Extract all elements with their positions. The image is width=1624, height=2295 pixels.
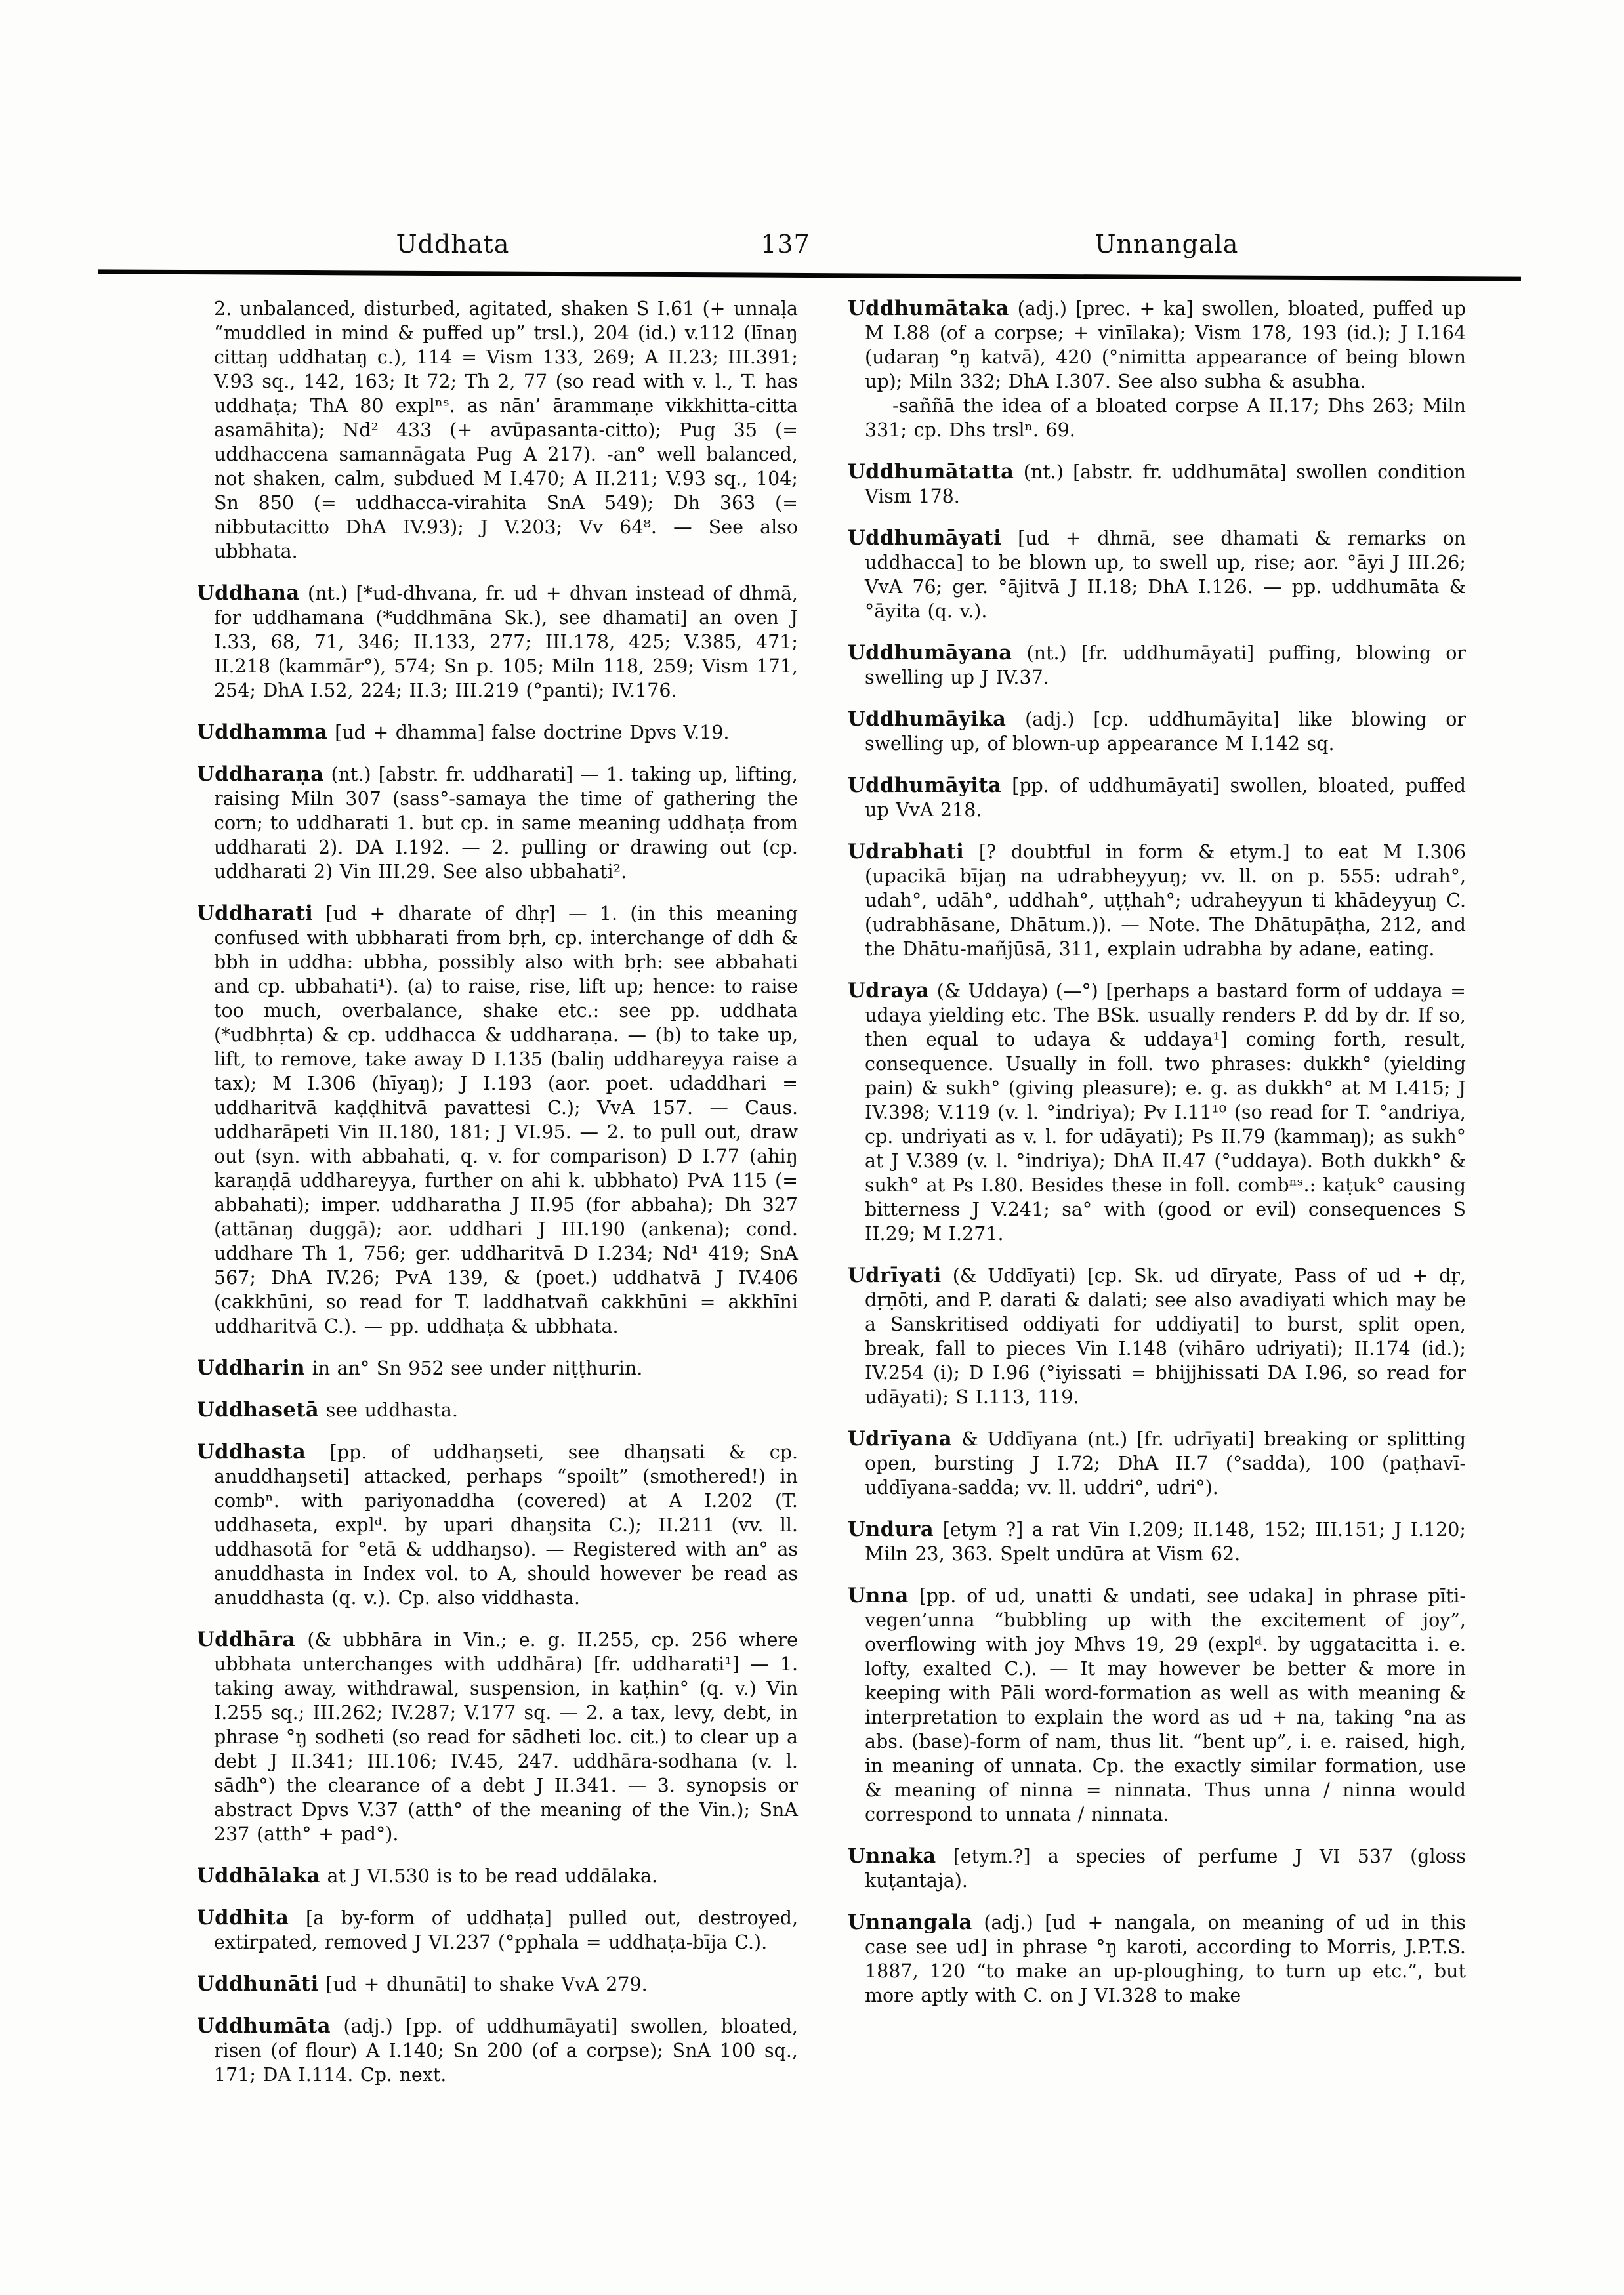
dictionary-entry <box>197 1906 798 1954</box>
dictionary-entry <box>848 840 1466 961</box>
entry-body: Uddhita [a by-form of uddhaṭa] pulled out, destroyed, extirpated, removed J VI.237 (°pphala = uddhaṭa-bīja C.). <box>197 1906 799 1953</box>
dictionary-entry <box>848 707 1466 756</box>
dictionary-entry <box>848 297 1466 442</box>
entry-body: Uddhumāyana (nt.) [fr. uddhumāyati] puffing, blowing or swelling up J IV.37. <box>848 641 1467 688</box>
entry-headword: Uddhumātaka <box>848 297 1009 320</box>
dictionary-entry <box>848 1911 1466 2008</box>
dictionary-entry <box>848 1584 1466 1827</box>
dictionary-entry <box>197 297 798 564</box>
entry-headword: Uddhumāta <box>197 2014 331 2038</box>
entry-body: Unnangala (adj.) [ud + nangala, on meaning of ud in this case see ud] in phrase °ŋ karoti, according to Morris, J.P.T.S. 1887, 120 “to make an up-ploughing, to turn up etc.”, but more aptly with C. on J VI.328 to make <box>848 1911 1466 2006</box>
dictionary-entry <box>197 762 798 884</box>
header-keyword-right: Unnangala <box>1094 230 1239 258</box>
dictionary-entry <box>197 1356 798 1380</box>
entry-body: Uddhumātatta (nt.) [abstr. fr. uddhumāta] swollen condition Vism 178. <box>848 460 1466 507</box>
entry-body: Udrīyana & Uddīyana (nt.) [fr. udrīyati] breaking or splitting open, bursting J I.72; DhA II.7 (°sadda), 100 (paṭhavī-uddīyana-sadda; vv. ll. uddri°, udri°). <box>848 1427 1467 1499</box>
dictionary-entry <box>197 1864 798 1888</box>
entry-body: Uddharati [ud + dharate of dhṛ] — 1. (in this meaning confused with ubbharati from bṛh, cp. interchange of ddh & bbh in uddha: ubbha, possibly also with bṛh: see abbahati and cp. ubbahati¹). (a) to raise, rise, lift up; hence: to raise too much, overbalance, shake etc.: see pp. uddhata (*udbhṛta) & cp. uddhacca & uddharaṇa. — (b) to take up, lift, to remove, take away D I.135 (baliŋ uddhareyya raise a tax); M I.306 (hīyaŋ); J I.193 (aor. poet. udaddhari = uddharitvā kaḍḍhitvā pavattesi C.); VvA 157. — Caus. uddharāpeti Vin II.180, 181; J VI.95. — 2. to pull out, draw out (syn. with abbahati, q. v. for comparison) D I.77 (ahiŋ karaṇḍā uddhareyya, further on ahi k. ubbhato) PvA 115 (= abbahati); imper. uddharatha J II.95 (for abbaha); Dh 327 (attānaŋ duggā); aor. uddhari J III.190 (ankena); cond. uddhare Th 1, 756; ger. uddharitvā D I.234; Nd¹ 419; SnA 567; DhA IV.26; PvA 139, & (poet.) uddhatvā J IV.406 (cakkhūni, so read for T. laddhatvañ cakkhūni = akkhīni uddharitvā C.). — pp. uddhaṭa & ubbhata. <box>197 901 798 1337</box>
entry-body: Uddhālaka at J VI.530 is to be read uddālaka. <box>197 1864 658 1888</box>
entry-headword: Unnaka <box>848 1844 936 1868</box>
entry-headword: Uddharati <box>197 901 314 925</box>
entry-body: Uddhumāyika (adj.) [cp. uddhumāyita] like blowing or swelling up, of blown-up appearance M I.142 sq. <box>848 707 1466 755</box>
entry-body: Unna [pp. of ud, unatti & undati, see udaka] in phrase pīti-vegen’unna “bubbling up with the excitement of joy”, overflowing with joy Mhvs 19, 29 (explᵈ. by uggatacitta i. e. lofty, exalted C.). — It may however be better & more in keeping with Pāli word-formation as well as with meaning & interpretation to explain the word as ud + na, taking °na as abs. (base)-form of nam, thus lit. “bent up”, i. e. raised, high, in meaning of unnata. Cp. the exactly similar formation, use & meaning of ninna = ninnata. Thus unna / ninna would correspond to unnata / ninnata. <box>848 1584 1467 1825</box>
entry-headword: Uddhumāyita <box>848 774 1002 797</box>
entry-headword: Unna <box>848 1584 909 1607</box>
header-page-number: 137 <box>760 230 810 258</box>
dictionary-entry <box>197 2014 798 2087</box>
dictionary-entry <box>197 720 798 745</box>
entry-body: Unnaka [etym.?] a species of perfume J VI 537 (gloss kuṭantaja). <box>848 1844 1467 1892</box>
dictionary-entry <box>197 581 798 703</box>
entry-body: Undura [etym ?] a rat Vin I.209; II.148, 152; III.151; J I.120; Miln 23, 363. Spelt undūra at Vism 62. <box>848 1518 1467 1565</box>
dictionary-entry <box>197 1440 798 1610</box>
entry-headword: Uddhamma <box>197 720 328 744</box>
entry-body: Uddhamma [ud + dhamma] false doctrine Dpvs V.19. <box>197 720 730 744</box>
entry-body: 2. unbalanced, disturbed, agitated, shaken S I.61 (+ unnaḷa “muddled in mind & puffed up” trsl.), 204 (id.) v.112 (līnaŋ cittaŋ uddhataŋ c.), 114 = Vism 133, 269; A II.23; III.391; V.93 sq., 142, 163; It 72; Th 2, 77 (so read with v. l., T. has uddhaṭa; ThA 80 explⁿˢ. as nān’ ārammaṇe vikkhitta-citta asamāhita); Nd² 433 (+ avūpasanta-citto); Pug 35 (= uddhaccena samannāgata Pug A 217). -an° well balanced, not shaken, calm, subdued M I.470; A II.211; V.93 sq., 104; Sn 850 (= uddhacca-virahita SnA 549); Dh 363 (= nibbutacitto DhA IV.93); J V.203; Vv 64⁸. — See also ubbhata. <box>214 298 798 562</box>
entry-body: Uddhasetā see uddhasta. <box>197 1398 458 1422</box>
dictionary-entry <box>197 1628 798 1846</box>
entry-headword: Uddhumāyika <box>848 707 1007 731</box>
entry-headword: Uddhumāyana <box>848 641 1012 665</box>
entry-body: Uddharin in an° Sn 952 see under niṭṭhurin. <box>197 1356 643 1380</box>
entry-body: Uddhana (nt.) [*ud-dhvana, fr. ud + dhvan instead of dhmā, for uddhamana (*uddhmāna Sk.), see dhamati] an oven J I.33, 68, 71, 346; II.133, 277; III.178, 425; V.385, 471; II.218 (kammār°), 574; Sn p. 105; Miln 118, 259; Vism 171, 254; DhA I.52, 224; II.3; III.219 (°panti); IV.176. <box>197 581 798 701</box>
entry-headword: Uddhāra <box>197 1628 296 1651</box>
entry-headword: Uddhana <box>197 581 300 605</box>
entry-headword: Uddhālaka <box>197 1864 320 1888</box>
entry-headword: Uddharaṇa <box>197 762 324 786</box>
entry-headword: Undura <box>848 1518 934 1541</box>
entry-body: Udraya (& Uddaya) (—°) [perhaps a bastard form of uddaya = udaya yielding etc. The BSk. usually renders P. dd by dr. If so, then equal to udaya & uddaya¹] coming forth, result, consequence. Usually in foll. two phrases: dukkh° (yielding pain) & sukh° (giving pleasure); e. g. as dukkh° at M I.415; J IV.398; V.119 (v. l. °indriya); Pv I.11¹⁰ (so read for T. °andriya, cp. undriyati as v. l. for udāyati); Ps II.79 (kammaŋ); as sukh° at J V.389 (v. l. °indriya); DhA II.47 (°uddaya). Both dukkh° & sukh° at Ps I.80. Besides these in foll. combⁿˢ.: kaṭuk° causing bitterness J V.241; sa° with (good or evil) consequences S II.29; M I.271. <box>848 979 1466 1245</box>
entry-headword: Uddhasetā <box>197 1398 320 1422</box>
dictionary-entry <box>848 526 1466 623</box>
dictionary-entry <box>197 1398 798 1422</box>
entry-headword: Uddhumātatta <box>848 460 1014 484</box>
entry-body: Uddhāra (& ubbhāra in Vin.; e. g. II.255, cp. 256 where ubbhata unterchanges with uddhāra) [fr. uddharati¹] — 1. taking away, withdrawal, suspension, in kaṭhin° (q. v.) Vin I.255 sq.; III.262; IV.287; V.177 sq. — 2. a tax, levy, debt, in phrase °ŋ sodheti (so read for sādheti loc. cit.) to clear up a debt J II.341; III.106; IV.45, 247. uddhāra-sodhana (v. l. sādh°) the clearance of a debt J II.341. — 3. synopsis or abstract Dpvs V.37 (atth° of the meaning of the Vin.); SnA 237 (atth° + pad°). <box>197 1628 799 1845</box>
entry-body: Uddhasta [pp. of uddhaŋseti, see dhaŋsati & cp. anuddhaŋseti] attacked, perhaps “spoilt” (smothered!) in combⁿ. with pariyonaddha (covered) at A I.202 (T. uddhaseta, explᵈ. by upari dhaŋsita C.); II.211 (vv. ll. uddhasotā for °etā & uddhaŋso). — Registered with an° as anuddhasta in Index vol. to A, should however be read as anuddhasta (q. v.). Cp. also viddhasta. <box>197 1440 798 1609</box>
entry-body: Uddhumāta (adj.) [pp. of uddhumāyati] swollen, bloated, risen (of flour) A I.140; Sn 200 (of a corpse); SnA 100 sq., 171; DA I.114. Cp. next. <box>197 2014 798 2086</box>
entry-headword: Uddhita <box>197 1906 289 1930</box>
dictionary-entry <box>848 460 1466 508</box>
entry-headword: Unnangala <box>848 1911 972 1934</box>
entry-body: Udrīyati (& Uddīyati) [cp. Sk. ud dīryate, Pass of ud + dṛ, dṛṇōti, and P. darati & dalati; see also avadiyati which may be a Sanskritised oddiyati for uddiyati] to burst, split open, break, fall to pieces Vin I.148 (vihāro udriyati); II.174 (id.); IV.254 (i); D I.96 (°iyissati = bhijjhissati DA I.96, so read for udāyati); S I.113, 119. <box>848 1264 1466 1408</box>
entry-body: Uddhumāyati [ud + dhmā, see dhamati & remarks on uddhacca] to be blown up, to swell up, rise; aor. °āyi J III.26; VvA 76; ger. °ājitvā J II.18; DhA I.126. — pp. uddhumāta & °āyita (q. v.). <box>848 526 1466 622</box>
dictionary-entry <box>848 1518 1466 1566</box>
entry-headword: Uddhumāyati <box>848 526 1002 550</box>
dictionary-entry <box>848 1264 1466 1409</box>
dictionary-entry <box>197 901 798 1338</box>
entry-sub-paragraph: -saññā the idea of a bloated corpse A II.17; Dhs 263; Miln 331; cp. Dhs trslⁿ. 69. <box>865 395 1466 441</box>
entry-body: Uddhumātaka (adj.) [prec. + ka] swollen, bloated, puffed up M I.88 (of a corpse; + vinīlaka); Vism 178, 193 (id.); J I.164 (udaraŋ °ŋ katvā), 420 (°nimitta appearance of being blown up); Miln 332; DhA I.307. See also subha & asubha. <box>848 297 1466 392</box>
dictionary-entry <box>848 979 1466 1246</box>
entry-body: Uddharaṇa (nt.) [abstr. fr. uddharati] — 1. taking up, lifting, raising Miln 307 (sass°-samaya the time of gathering the corn; to uddharati 1. but cp. in same meaning uddhaṭa from uddharati 2). DA I.192. — 2. pulling or drawing out (cp. uddharati 2) Vin III.29. See also ubbahati². <box>197 762 798 882</box>
entry-body: Uddhunāti [ud + dhunāti] to shake VvA 279. <box>197 1972 648 1996</box>
entry-headword: Udrīyana <box>848 1427 953 1451</box>
entry-headword: Udrīyati <box>848 1264 942 1287</box>
entry-headword: Uddhasta <box>197 1440 306 1464</box>
dictionary-entry <box>848 1427 1466 1500</box>
dictionary-entry <box>848 1844 1466 1893</box>
dictionary-entry <box>848 641 1466 690</box>
header-keyword-left: Uddhata <box>396 230 510 258</box>
dictionary-entry <box>848 774 1466 822</box>
entry-headword: Uddhunāti <box>197 1972 319 1996</box>
entry-body: Uddhumāyita [pp. of uddhumāyati] swollen, bloated, puffed up VvA 218. <box>848 774 1467 821</box>
column-right <box>848 297 1466 2105</box>
header-rule <box>98 269 1521 281</box>
entry-headword: Uddharin <box>197 1356 306 1380</box>
entry-body: Udrabhati [? doubtful in form & etym.] to eat M I.306 (upacikā bījaŋ na udrabheyyuŋ; vv. ll. on p. 555: udrah°, udah°, udāh°, uddhah°, uṭṭhah°; udraheyyun ti khādeyyuŋ C. (udrabhāsane, Dhātum.)). — Note. The Dhātupāṭha, 212, and the Dhātu-mañjūsā, 311, explain udrabha by adane, eating. <box>848 840 1467 960</box>
column-left <box>197 297 798 2105</box>
text-columns <box>197 297 1466 2105</box>
entry-headword: Udraya <box>848 979 930 1003</box>
dictionary-entry <box>197 1972 798 1996</box>
entry-headword: Udrabhati <box>848 840 965 863</box>
